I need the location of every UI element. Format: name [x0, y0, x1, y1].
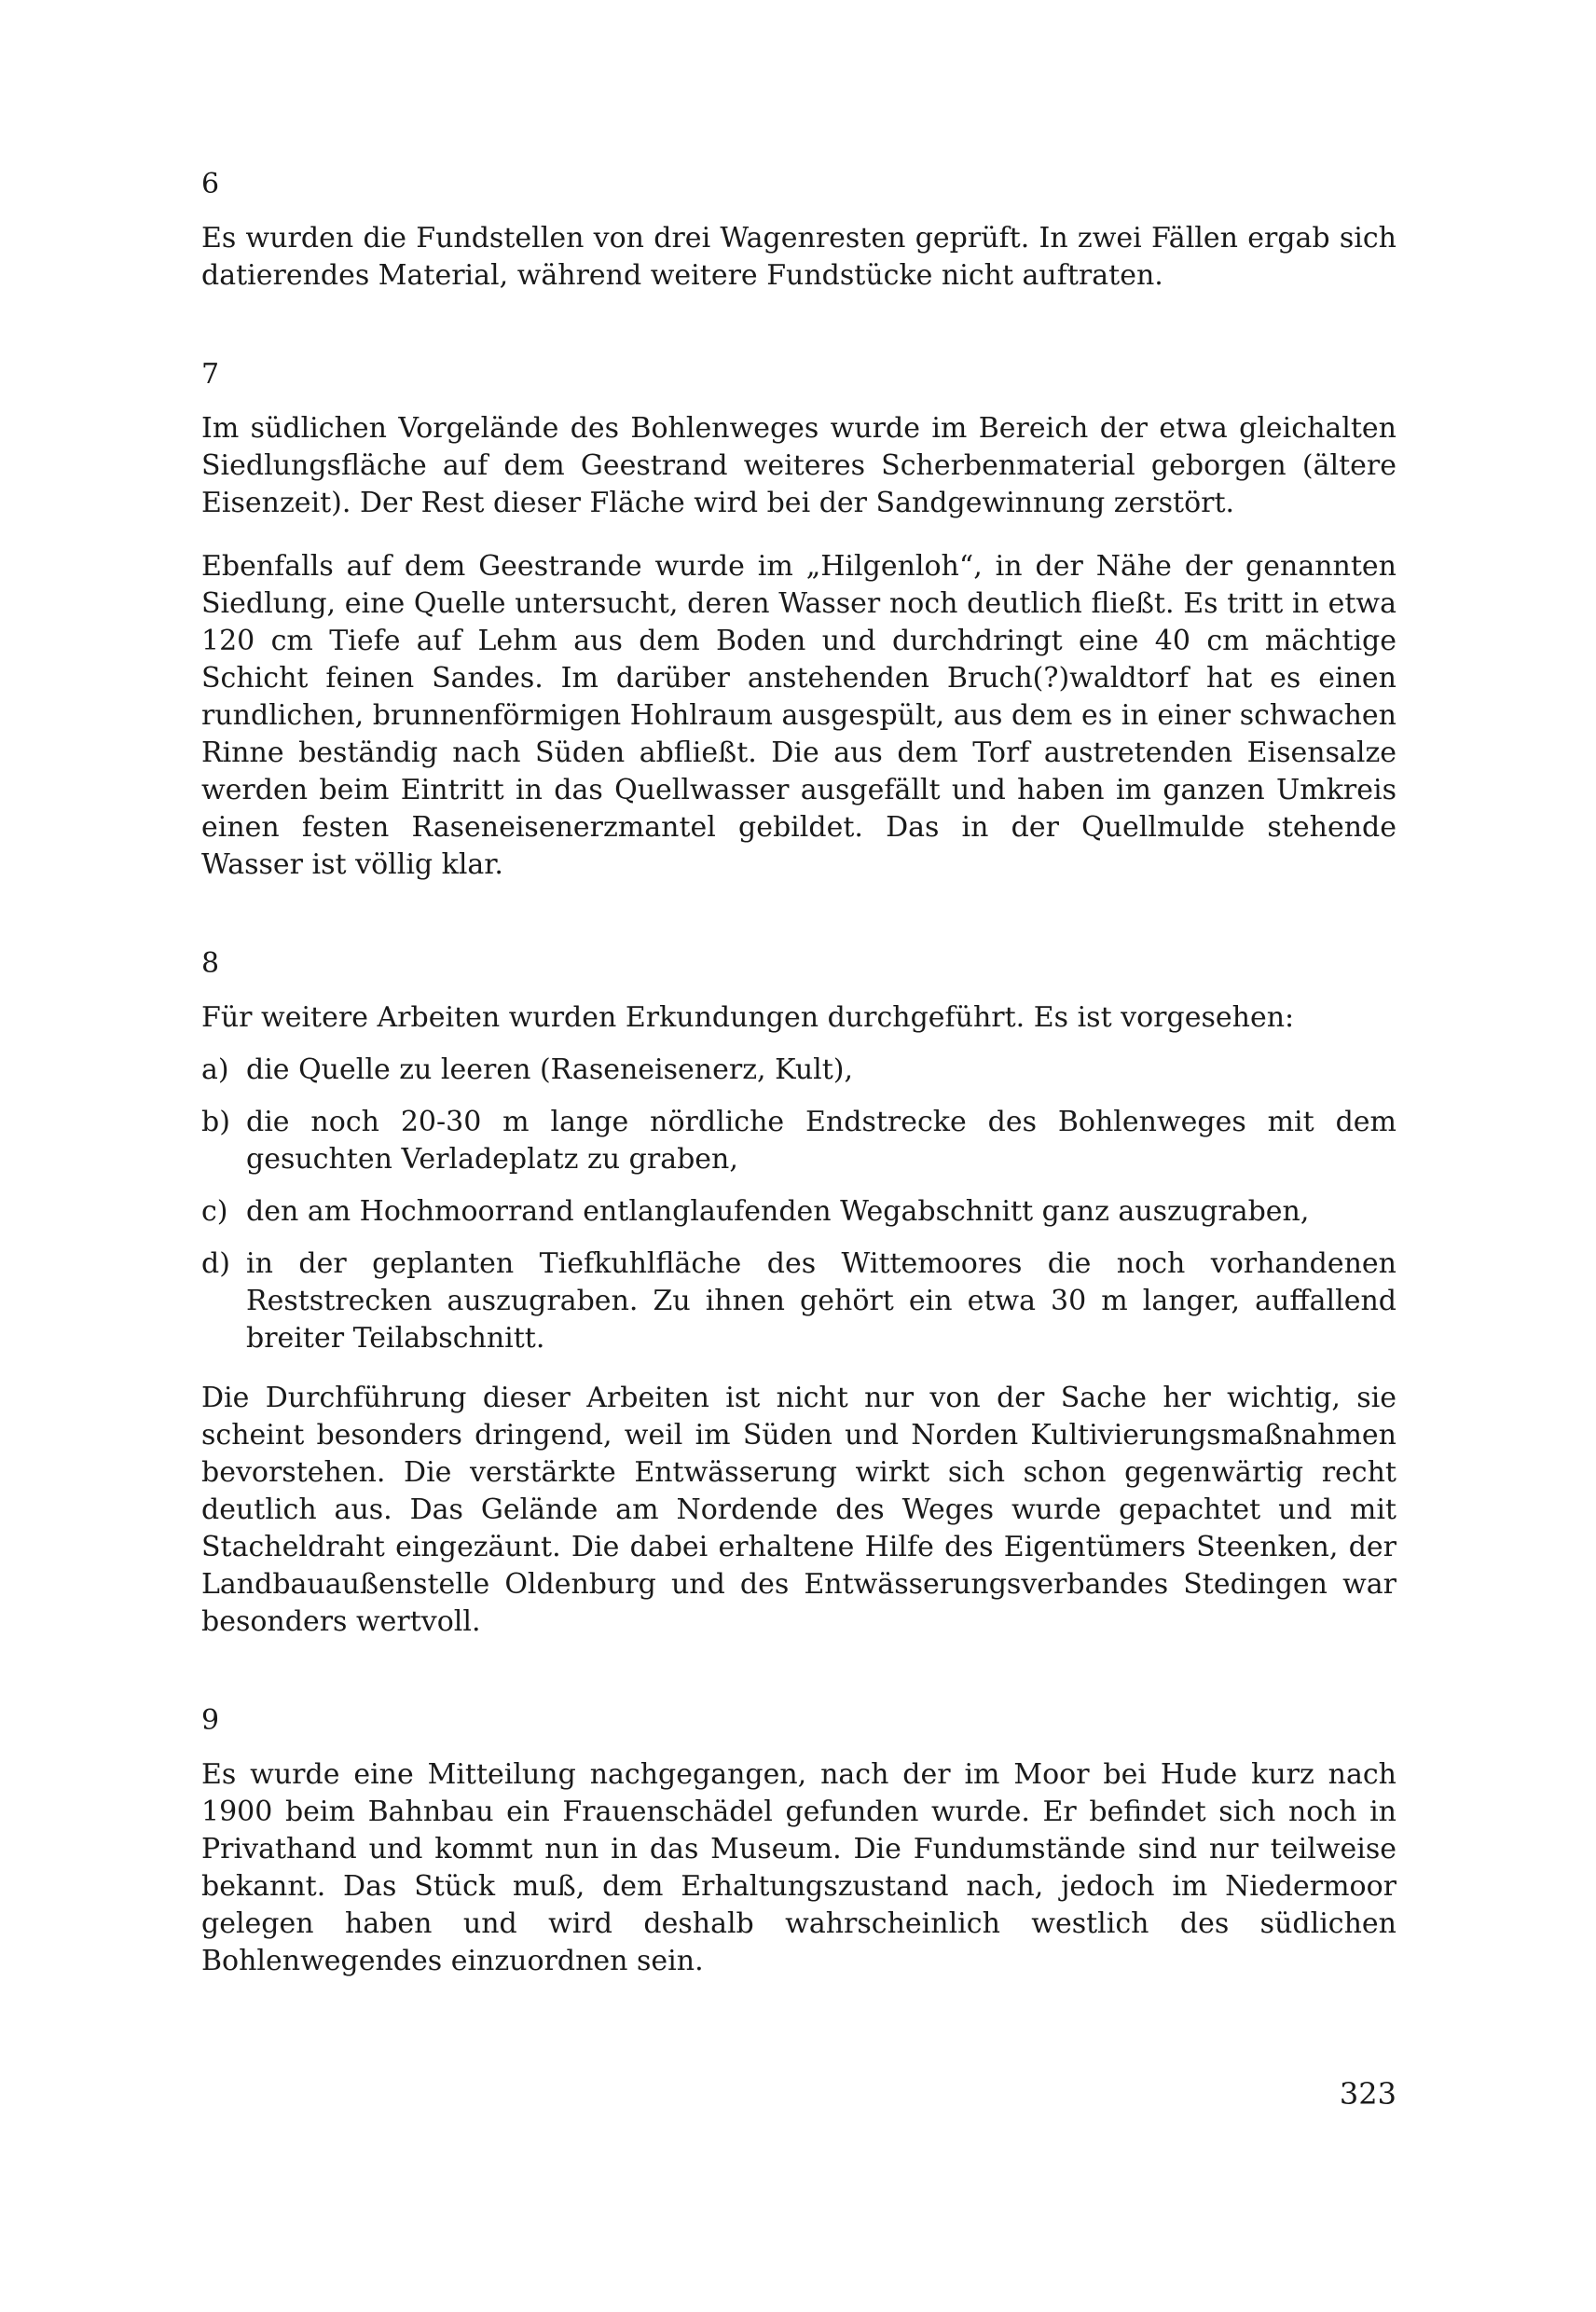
paragraph: Im südlichen Vorgelände des Bohlenweges wurde im Bereich der etwa gleichalten Siedlungsfläche auf dem Geestrand weiteres Scherbenmaterial geborgen (ältere Eisenzeit). Der Rest dieser Fläche wird bei der Sandgewinnung zerstört.: [201, 412, 1396, 519]
list-marker: b): [201, 1106, 230, 1138]
list-text: den am Hochmoorrand entlanglaufenden Wegabschnitt ganz auszugraben,: [246, 1195, 1310, 1228]
list-item: [201, 1052, 1396, 1089]
section-number: 8: [201, 947, 220, 980]
section-number: 7: [201, 358, 220, 391]
list-marker: c): [201, 1195, 228, 1228]
paragraph: Es wurden die Fundstellen von drei Wagenresten geprüft. In zwei Fällen ergab sich datierendes Material, während weitere Fundstücke nicht auftraten.: [201, 222, 1396, 292]
list-text: die Quelle zu leeren (Raseneisenerz, Kult),: [246, 1053, 854, 1086]
paragraph: Die Durchführung dieser Arbeiten ist nicht nur von der Sache her wichtig, sie scheint besonders dringend, weil im Süden und Norden Kultivierungsmaßnahmen bevorstehen. Die verstärkte Entwässerung wirkt sich schon gegenwärtig recht deutlich aus. Das Gelände am Nordende des Weges wurde gepachtet und mit Stacheldraht eingezäunt. Die dabei erhaltene Hilfe des Eigentümers Steenken, der Landbauaußenstelle Oldenburg und des Entwässerungsverbandes Stedingen war besonders wertvoll.: [201, 1382, 1396, 1638]
list-item: [201, 1193, 1396, 1231]
paragraph: Es wurde eine Mitteilung nachgegangen, nach der im Moor bei Hude kurz nach 1900 beim Bahnbau ein Frauenschädel gefunden wurde. Er befindet sich noch in Privathand und kommt nun in das Museum. Die Fundumstände sind nur teilweise bekannt. Das Stück muß, dem Erhaltungszustand nach, jedoch im Niedermoor gelegen haben und wird deshalb wahrscheinlich westlich des südlichen Bohlenwegendes einzuordnen sein.: [201, 1758, 1396, 1977]
list-marker: d): [201, 1247, 230, 1280]
page-body: [201, 166, 1396, 1980]
list-text: die noch 20-30 m lange nördliche Endstrecke des Bohlenweges mit dem gesuchten Verladeplatz zu graben,: [246, 1106, 1396, 1176]
list-marker: a): [201, 1053, 229, 1086]
section-number: 9: [201, 1704, 220, 1737]
paragraph: Ebenfalls auf dem Geestrande wurde im „Hilgenloh“, in der Nähe der genannten Siedlung, eine Quelle untersucht, deren Wasser noch deutlich fließt. Es tritt in etwa 120 cm Tiefe auf Lehm aus dem Boden und durchdringt eine 40 cm mächtige Schicht feinen Sandes. Im darüber anstehenden Bruch(?)waldtorf hat es einen rundlichen, brunnenförmigen Hohlraum ausgespült, aus dem es in einer schwachen Rinne beständig nach Süden abfließt. Die aus dem Torf austretenden Eisensalze werden beim Eintritt in das Quellwasser ausgefällt und haben im ganzen Umkreis einen festen Raseneisenerzmantel gebildet. Das in der Quellmulde stehende Wasser ist völlig klar.: [201, 550, 1396, 881]
page-number: 323: [1339, 2076, 1396, 2112]
list-text: in der geplanten Tiefkuhlfläche des Wittemoores die noch vorhandenen Reststrecken auszugraben. Zu ihnen gehört ein etwa 30 m langer, auffallend breiter Teilabschnitt.: [246, 1247, 1396, 1355]
section-number: 6: [201, 168, 220, 200]
paragraph: Für weitere Arbeiten wurden Erkundungen durchgeführt. Es ist vorgesehen:: [201, 1001, 1295, 1034]
list-item: [201, 1245, 1396, 1357]
list-item: [201, 1104, 1396, 1178]
